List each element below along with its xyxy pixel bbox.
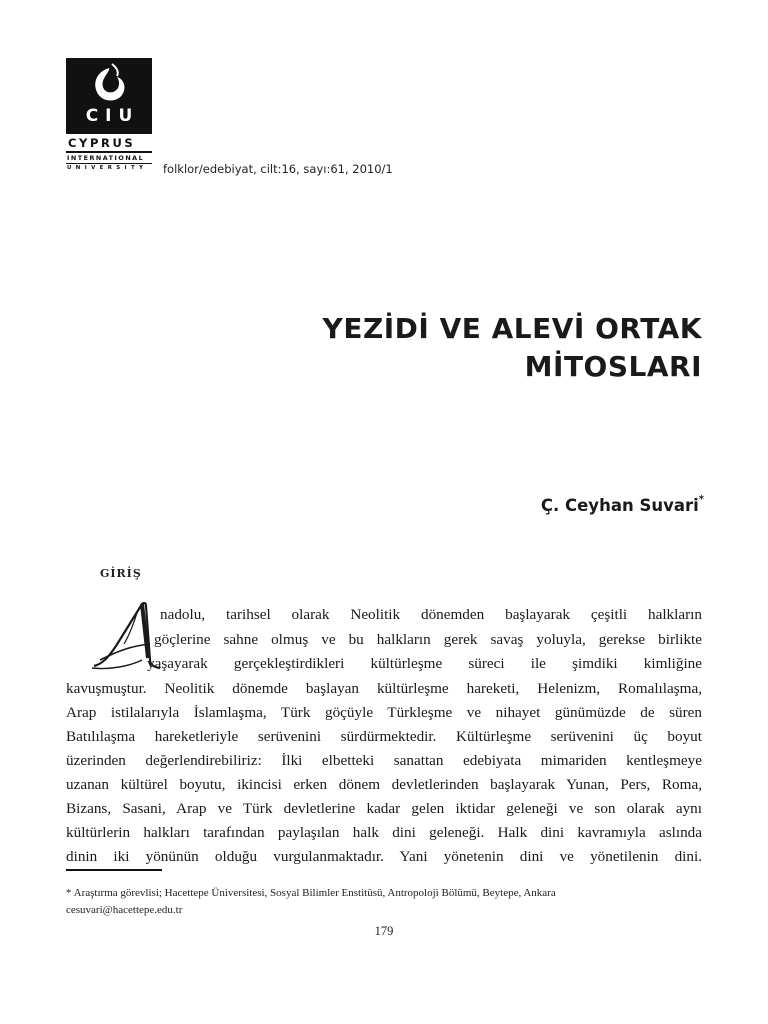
- logo-emblem: [66, 58, 152, 134]
- body-line: üzerinden değerlendirebiliriz: İlki elbetteki sanattan edebiyata mimariden kentleşmeye: [66, 752, 702, 769]
- body-line: uzanan kültürel boyutu, ikincisi erken dönem devletlerinden başlayarak Yunan, Pers, Roma,: [66, 776, 702, 793]
- body-line: Batılılaşma hareketleriyle serüvenini sürdürmektedir. Kültürleşme serüvenini üç boyut: [66, 728, 702, 745]
- body-line: kavuşmuştur. Neolitik dönemde başlayan kültürleşme hareketi, Helenizm, Romalılaşma,: [66, 680, 702, 697]
- body-line: yaşayarak gerçekleştirdikleri kültürleşme süreci ile şimdiki kimliğine: [147, 655, 702, 672]
- logo-divider: [66, 151, 152, 153]
- body-line: dinin iki yönünün olduğu vurgulanmaktadır. Yani yönetenin dini ve yönetilenin dini.: [66, 848, 702, 865]
- flame-icon: [86, 62, 132, 106]
- author-name-text: Ç. Ceyhan Suvari: [540, 496, 699, 515]
- title-line: YEZİDİ VE ALEVİ ORTAK: [322, 312, 702, 345]
- university-logo: [66, 58, 154, 171]
- body-line: Arap istilalarıyla İslamlaşma, Türk göçüyle Türkleşme ve nihayet günümüzde de süren: [66, 704, 702, 721]
- footnote-affiliation: * Araştırma görevlisi; Hacettepe Üniversitesi, Sosyal Bilimler Enstitüsü, Antropoloji Bölümü, Beytepe, Ankara: [66, 887, 556, 899]
- logo-abbreviation: CIU: [85, 106, 140, 126]
- title-line: MİTOSLARI: [524, 350, 702, 383]
- logo-international: INTERNATIONAL: [67, 153, 145, 162]
- footnote: [66, 885, 706, 919]
- author-footnote-mark: *: [698, 494, 704, 505]
- section-heading: GİRİŞ: [100, 567, 142, 580]
- body-line: nadolu, tarihsel olarak Neolitik dönemden başlayarak çeşitli halkların: [160, 606, 702, 623]
- logo-university: UNIVERSITY: [67, 165, 148, 171]
- body-line: Bizans, Sasani, Arap ve Türk devletlerine kadar gelen iktidar geleneği ve son olarak aynı: [66, 800, 702, 817]
- body-line: göçlerine sahne olmuş ve bu halkların gerek savaş yoluyla, gerekse birlikte: [154, 631, 702, 648]
- page-number: 179: [374, 924, 394, 938]
- footnote-email[interactable]: cesuvari@hacettepe.edu.tr: [66, 904, 183, 916]
- logo-divider: [66, 163, 152, 165]
- journal-citation: folklor/edebiyat, cilt:16, sayı:61, 2010/1: [163, 162, 393, 176]
- author-name: [541, 496, 704, 515]
- body-line: kültürlerin halkları tarafından paylaşılan halk dini geleneği. Halk dini kavramıyla aslında: [66, 824, 702, 841]
- logo-cyprus: CYPRUS: [68, 136, 136, 150]
- footnote-divider: [66, 869, 162, 871]
- article-title: [323, 310, 702, 386]
